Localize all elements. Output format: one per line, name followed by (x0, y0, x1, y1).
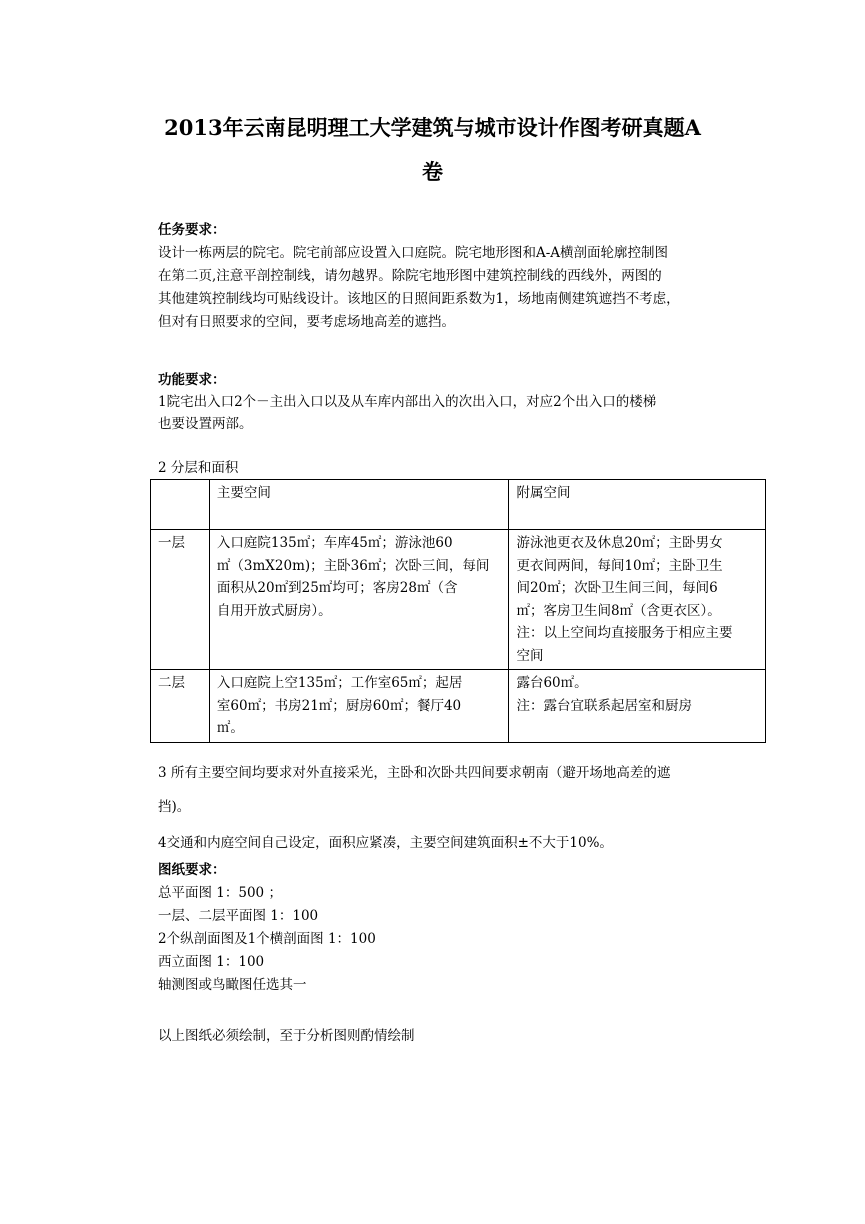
area-table (150, 479, 766, 743)
table-header-cell (151, 480, 210, 530)
aux-space-cell: 游泳池更衣及休息20㎡；主卧男女 更衣间两间，每间10㎡；主卧卫生 间20㎡；次卧卫生间三间，每间6 ㎡；客房卫生间8㎡（含更衣区）。 注：以上空间均直接服务于相应主要 空间 (509, 530, 766, 670)
aux-space-cell: 露台60㎡。 注：露台宜联系起居室和厨房 (509, 670, 766, 743)
main-space-cell: 入口庭院135㎡；车库45㎡；游泳池60 ㎡（3mX20m)；主卧36㎡；次卧三间，每间 面积从20㎡到25㎡均可；客房28㎡（含 自用开放式厨房）。 (209, 530, 509, 670)
function-text-line: 1院宅出入口2个－主出入口以及从车库内部出入的次出入口，对应2个出入口的楼梯 (158, 394, 657, 410)
table-header-row (151, 480, 766, 530)
table-row (151, 530, 766, 670)
requirement-4: 4交通和内庭空间自己设定，面积应紧凑，主要空间建筑面积±不大于10%。 (158, 835, 613, 851)
task-text-line: 其他建筑控制线均可贴线设计。该地区的日照间距系数为1，场地南侧建筑遮挡不考虑， (158, 291, 680, 307)
task-heading: 任务要求： (158, 222, 226, 238)
task-text-line: 设计一栋两层的院宅。院宅前部应设置入口庭院。院宅地形图和A-A横剖面轮廓控制图 (158, 245, 669, 261)
drawing-item: 一层、二层平面图 1：100 (158, 908, 319, 924)
floor-cell: 二层 (151, 670, 210, 743)
requirement-3-line: 3 所有主要空间均要求对外直接采光，主卧和次卧共四间要求朝南（避开场地高差的遮 (158, 765, 671, 781)
drawing-item: 轴测图或鸟瞰图任选其一 (158, 977, 307, 993)
area-section-label: 2 分层和面积 (158, 460, 239, 476)
table-row (151, 670, 766, 743)
drawing-item: 2个纵剖面图及1个横剖面图 1：100 (158, 931, 376, 947)
drawings-heading: 图纸要求： (158, 862, 226, 878)
drawing-item: 西立面图 1：100 (158, 954, 265, 970)
document-title-line-2: 卷 (422, 159, 443, 184)
task-text-line: 在第二页,注意平剖控制线，请勿越界。除院宅地形图中建筑控制线的西线外，两图的 (158, 268, 662, 284)
function-heading: 功能要求： (158, 372, 226, 388)
floor-cell: 一层 (151, 530, 210, 670)
table-header-cell: 附属空间 (509, 480, 766, 530)
document-title-line-1: 2013年云南昆明理工大学建筑与城市设计作图考研真题A (164, 115, 701, 140)
function-text-line: 也要设置两部。 (158, 416, 253, 432)
requirement-3-line: 挡)。 (158, 799, 191, 815)
drawing-item: 总平面图 1：500 ； (158, 885, 282, 901)
drawings-note: 以上图纸必须绘制，至于分析图则酌情绘制 (158, 1028, 415, 1044)
table-header-cell: 主要空间 (209, 480, 509, 530)
task-text-line: 但对有日照要求的空间，要考虑场地高差的遮挡。 (158, 314, 455, 330)
main-space-cell: 入口庭院上空135㎡；工作室65㎡；起居 室60㎡；书房21㎡；厨房60㎡；餐厅40 ㎡。 (209, 670, 509, 743)
